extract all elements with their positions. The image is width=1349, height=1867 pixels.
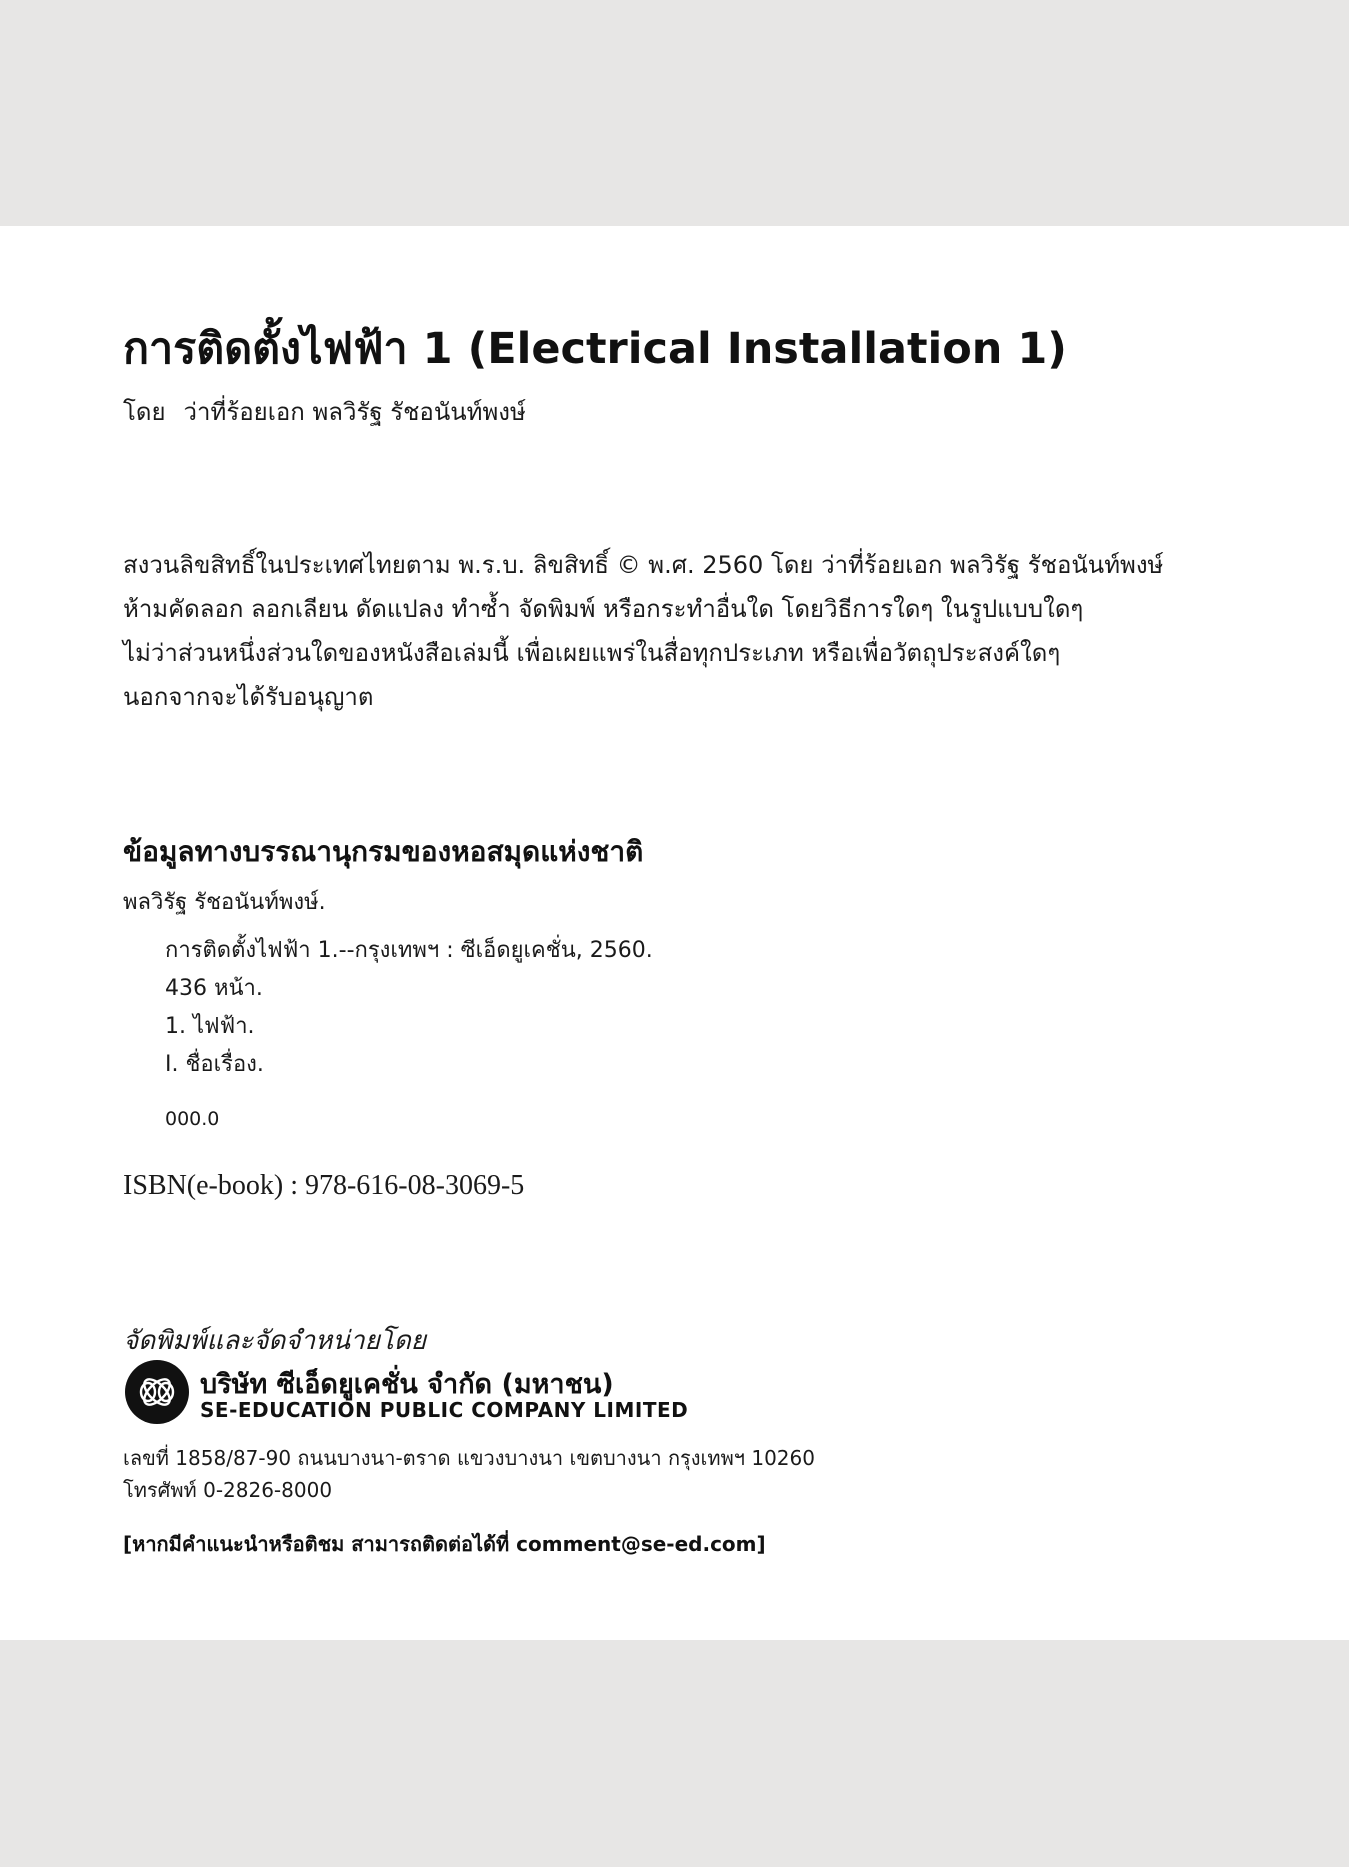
cip-entry [165,932,653,1084]
se-ed-logo-icon [125,1360,189,1424]
publisher-address [123,1442,815,1506]
publisher-intro: จัดพิมพ์และจัดจำหน่ายโดย [123,1326,426,1356]
feedback-contact: [หากมีคำแนะนำหรือติชม สามารถติดต่อได้ที่ comment@se-ed.com] [123,1532,766,1556]
copyright-line: ห้ามคัดลอก ลอกเลียน ดัดแปลง ทำซ้ำ จัดพิมพ์ หรือกระทำอื่นใด โดยวิธีการใดๆ ในรูปแบบใดๆ [123,595,1084,623]
document-page [0,226,1349,1640]
cip-heading: ข้อมูลทางบรรณานุกรมของหอสมุดแห่งชาติ [123,835,644,868]
address-line: เลขที่ 1858/87-90 ถนนบางนา-ตราด แขวงบางนา เขตบางนา กรุงเทพฯ 10260 [123,1446,815,1470]
cip-author: พลวิรัฐ รัชอนันท์พงษ์. [123,890,326,915]
book-title: การติดตั้งไฟฟ้า 1 (Electrical Installation 1) [123,324,1067,374]
by-label: โดย [123,398,166,426]
copyright-notice [123,543,1163,719]
cip-line: 436 หน้า. [165,976,263,1001]
author-name: ว่าที่ร้อยเอก พลวิรัฐ รัชอนันท์พงษ์ [183,398,526,426]
author-byline [123,392,526,431]
cip-classification: 000.0 [165,1108,220,1130]
phone-line: โทรศัพท์ 0-2826-8000 [123,1478,333,1502]
cip-line: I. ชื่อเรื่อง. [165,1052,264,1077]
copyright-line: ไม่ว่าส่วนหนึ่งส่วนใดของหนังสือเล่มนี้ เพื่อเผยแพร่ในสื่อทุกประเภท หรือเพื่อวัตถุประสงค์ใดๆ [123,639,1061,667]
company-name-thai: บริษัท ซีเอ็ดยูเคชั่น จำกัด (มหาชน) [200,1369,614,1400]
isbn: ISBN(e-book) : 978-616-08-3069-5 [123,1170,525,1201]
cip-line: 1. ไฟฟ้า. [165,1014,255,1039]
copyright-line: สงวนลิขสิทธิ์ในประเทศไทยตาม พ.ร.บ. ลิขสิทธิ์ © พ.ศ. 2560 โดย ว่าที่ร้อยเอก พลวิรัฐ รัชอนันท์พงษ์ [123,551,1164,579]
company-name-english: SE-EDUCATION PUBLIC COMPANY LIMITED [200,1398,689,1422]
copyright-line: นอกจากจะได้รับอนุญาต [123,683,374,711]
cip-line: การติดตั้งไฟฟ้า 1.--กรุงเทพฯ : ซีเอ็ดยูเคชั่น, 2560. [165,938,653,963]
